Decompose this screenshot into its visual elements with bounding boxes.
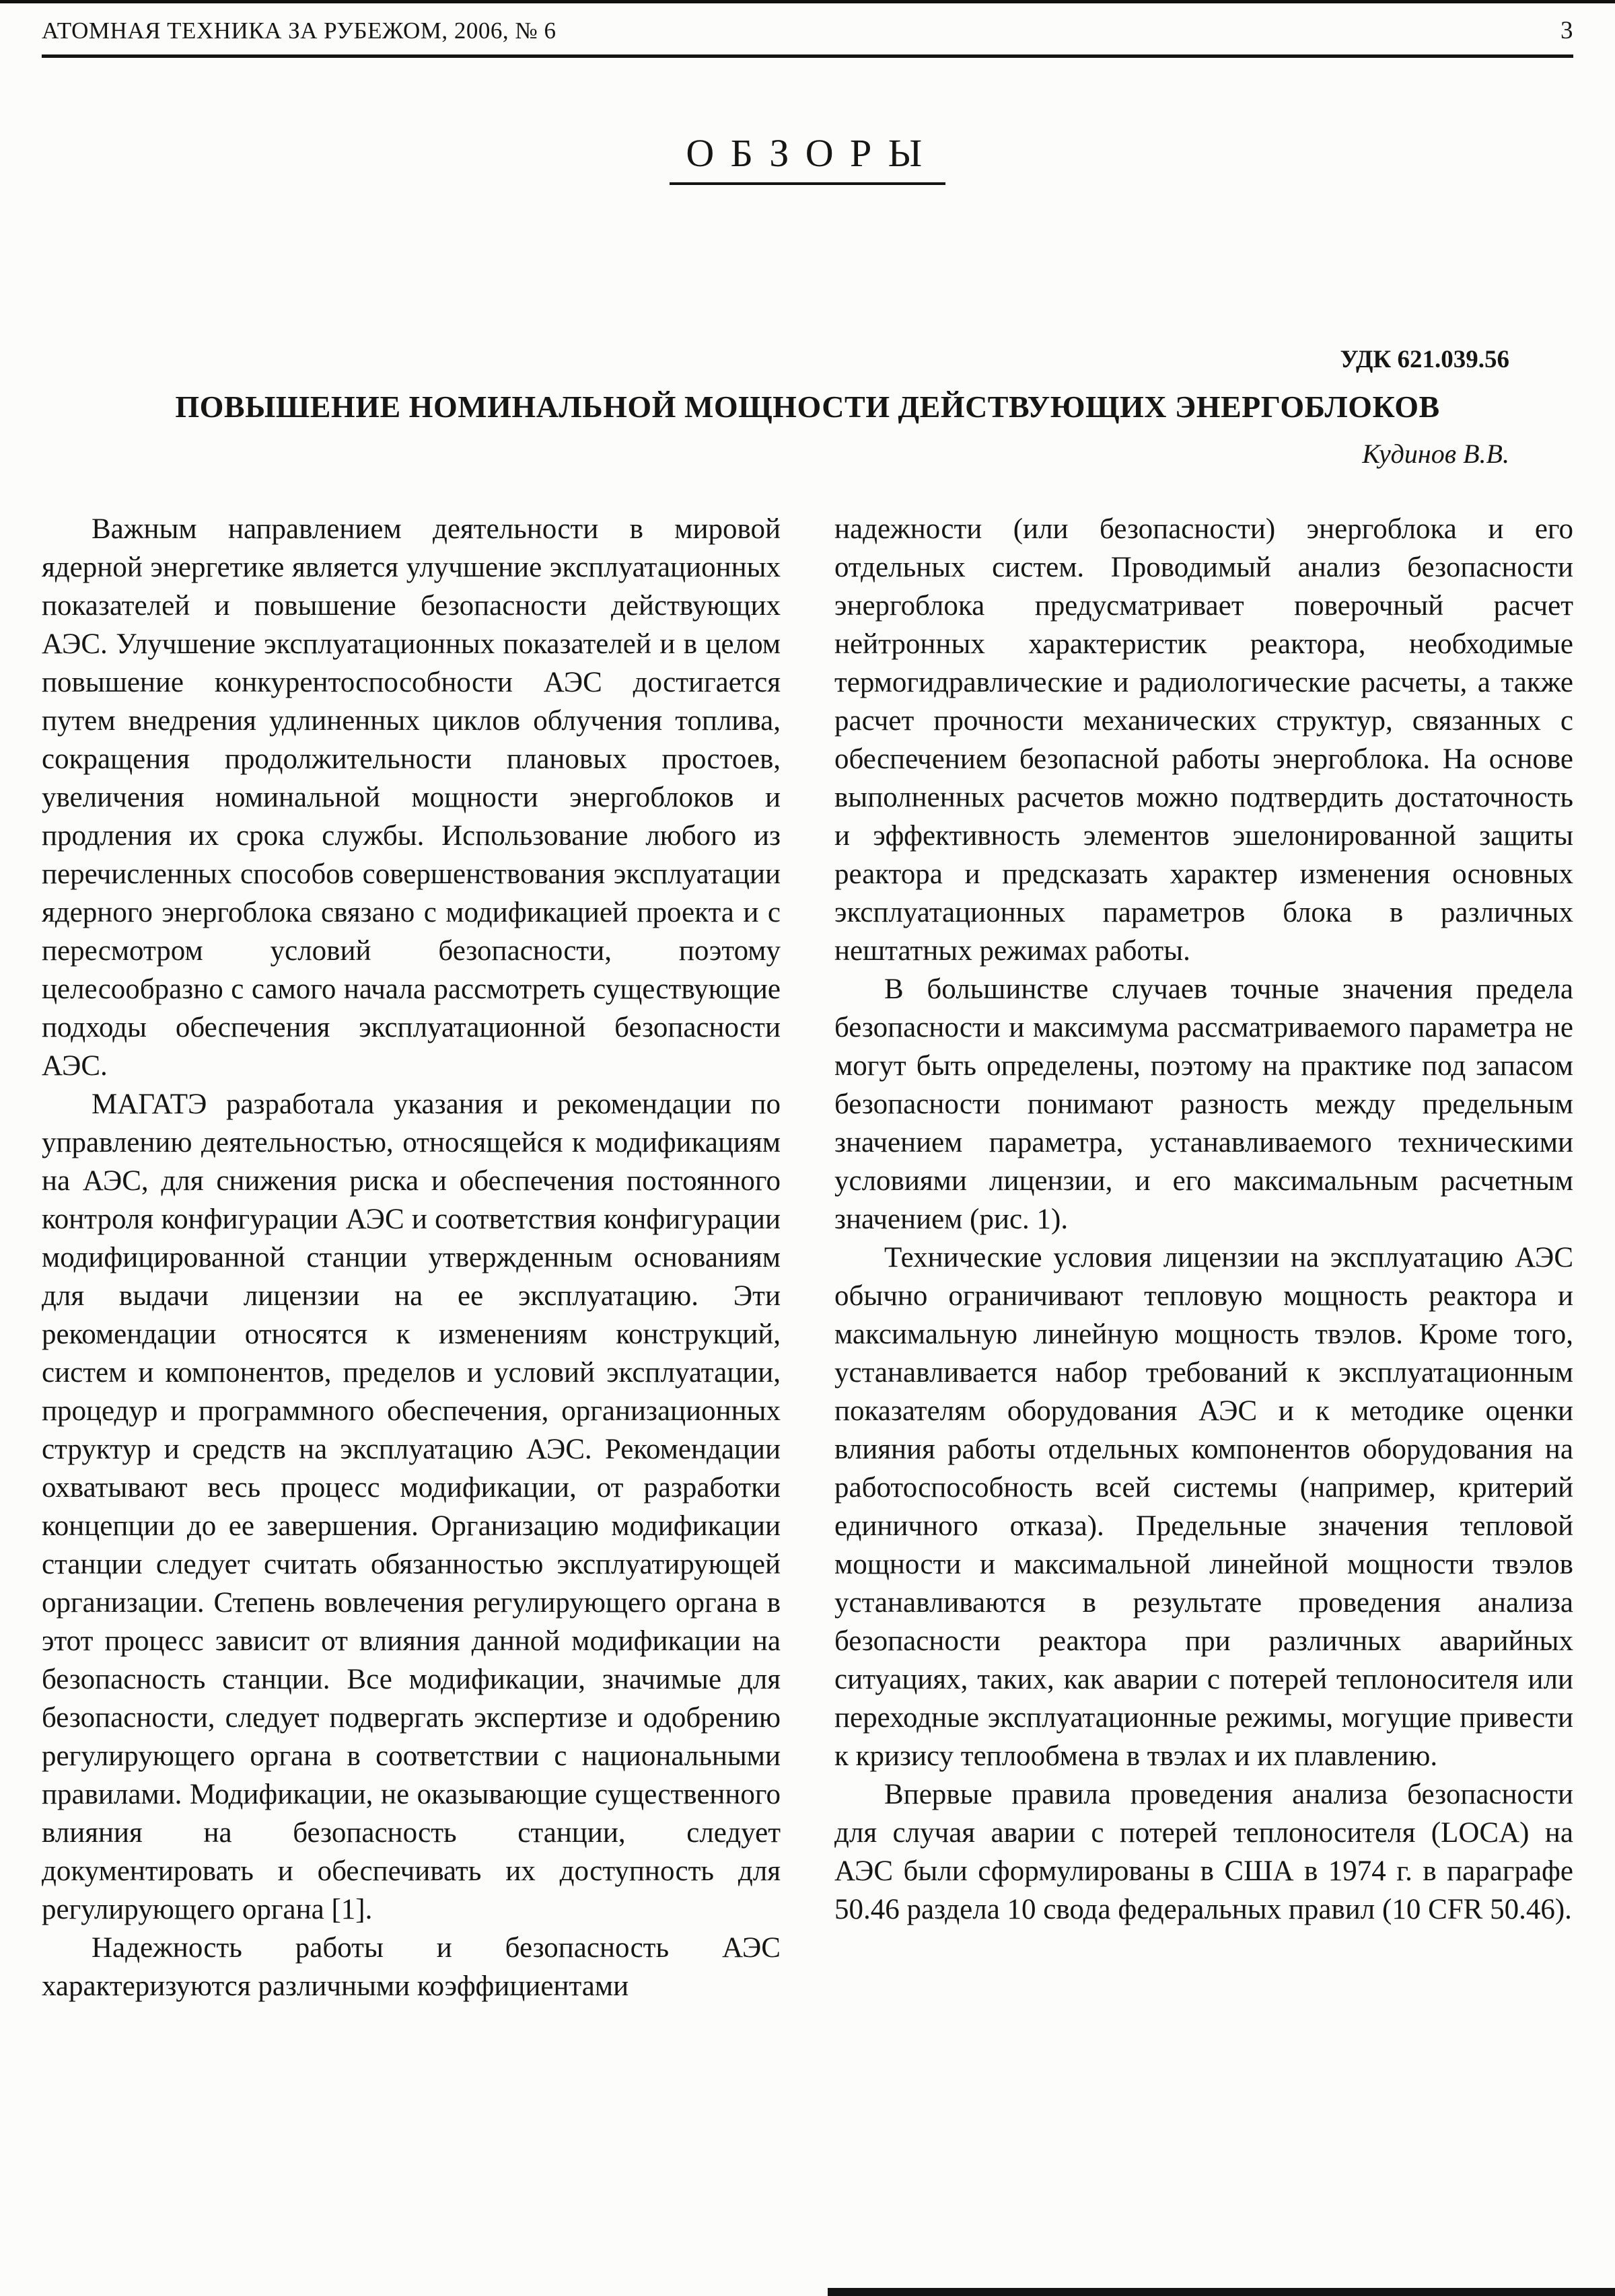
paragraph: В большинстве случаев точные значения предела безопасности и максимума рассматриваемого параметра не могут быть определены, поэтому на практике под запасом безопасности понимают разность между предельным значением параметра, устанавливаемого техническими условиями лицензии, и его максимальным расчетным значением (рис. 1). bbox=[834, 973, 1573, 1235]
scan-edge-bottom bbox=[828, 2288, 1615, 2296]
article-author: Кудинов В.В. bbox=[1362, 439, 1509, 469]
paragraph: Впервые правила проведения анализа безопасности для случая аварии с потерей теплоносителя (LOCA) на АЭС были сформулированы в США в 1974 г. в параграфе 50.46 раздела 10 свода федеральных правил (10 CFR 50.46). bbox=[834, 1779, 1573, 1925]
header-rule bbox=[42, 54, 1573, 58]
article-body bbox=[42, 510, 1573, 2005]
section-title: ОБЗОРЫ bbox=[670, 131, 945, 185]
right-column bbox=[834, 510, 1573, 2005]
paragraph: Важным направлением деятельности в мировой ядерной энергетике является улучшение эксплуатационных показателей и повышение безопасности действующих АЭС. Улучшение эксплуатационных показателей и в целом повышение конкурентоспособности АЭС достигается путем внедрения удлиненных циклов облучения топлива, сокращения продолжительности плановых простоев, увеличения номинальной мощности энергоблоков и продления их срока службы. Использование любого из перечисленных способов совершенствования эксплуатации ядерного энергоблока связано с модификацией проекта и с пересмотром условий безопасности, поэтому целесообразно с самого начала рассмотреть существующие подходы обеспечения эксплуатационной безопасности АЭС. bbox=[42, 513, 781, 1082]
journal-title: АТОМНАЯ ТЕХНИКА ЗА РУБЕЖОМ, 2006, № 6 bbox=[42, 17, 557, 44]
article-title: ПОВЫШЕНИЕ НОМИНАЛЬНОЙ МОЩНОСТИ ДЕЙСТВУЮЩИХ ЭНЕРГОБЛОКОВ bbox=[175, 390, 1440, 424]
paragraph: Надежность работы и безопасность АЭС характеризуются различными коэффициентами bbox=[42, 1932, 781, 2002]
scan-edge-top bbox=[0, 0, 1615, 3]
paragraph: МАГАТЭ разработала указания и рекомендации по управлению деятельностью, относящейся к модификациям на АЭС, для снижения риска и обеспечения постоянного контроля конфигурации АЭС и соответствия конфигурации модифицированной станции утвержденным основаниям для выдачи лицензии на ее эксплуатацию. Эти рекомендации относятся к изменениям конструкций, систем и компонентов, пределов и условий эксплуатации, процедур и программного обеспечения, организационных структур и средств на эксплуатацию АЭС. Рекомендации охватывают весь процесс модификации, от разработки концепции до ее завершения. Организацию модификации станции следует считать обязанностью эксплуатирующей организации. Степень вовлечения регулирующего органа в этот процесс зависит от влияния данной модификации на безопасность станции. Все модификации, значимые для безопасности, следует подвергать экспертизе и одобрению регулирующего органа в соответствии с национальными правилами. Модификации, не оказывающие существенного влияния на безопасность станции, следует документировать и обеспечивать их доступность для регулирующего органа [1]. bbox=[42, 1088, 781, 1925]
section-title-wrap bbox=[42, 131, 1573, 185]
page-header bbox=[42, 11, 1573, 45]
paragraph: Технические условия лицензии на эксплуатацию АЭС обычно ограничивают тепловую мощность реактора и максимальную линейную мощность твэлов. Кроме того, устанавливается набор требований к эксплуатационным показателям оборудования АЭС и к методике оценки влияния работы отдельных компонентов оборудования на работоспособность всей системы (например, критерий единичного отказа). Предельные значения тепловой мощности и максимальной линейной мощности твэлов устанавливаются в результате проведения анализа безопасности реактора при различных аварийных ситуациях, таких, как аварии с потерей теплоносителя или переходные эксплуатационные режимы, могущие привести к кризису теплообмена в твэлах и их плавлению. bbox=[834, 1242, 1573, 1772]
left-column bbox=[42, 510, 781, 2005]
paragraph-continuation: надежности (или безопасности) энергоблока и его отдельных систем. Проводимый анализ безопасности энергоблока предусматривает поверочный расчет нейтронных характеристик реактора, необходимые термогидравлические и радиологические расчеты, а также расчет прочности механических структур, связанных с обеспечением безопасной работы энергоблока. На основе выполненных расчетов можно подтвердить достаточность и эффективность элементов эшелонированной защиты реактора и предсказать характер изменения основных эксплуатационных параметров блока в различных нештатных режимах работы. bbox=[834, 513, 1573, 967]
page-number: 3 bbox=[1560, 17, 1573, 44]
udc-code: УДК 621.039.56 bbox=[1340, 346, 1509, 373]
